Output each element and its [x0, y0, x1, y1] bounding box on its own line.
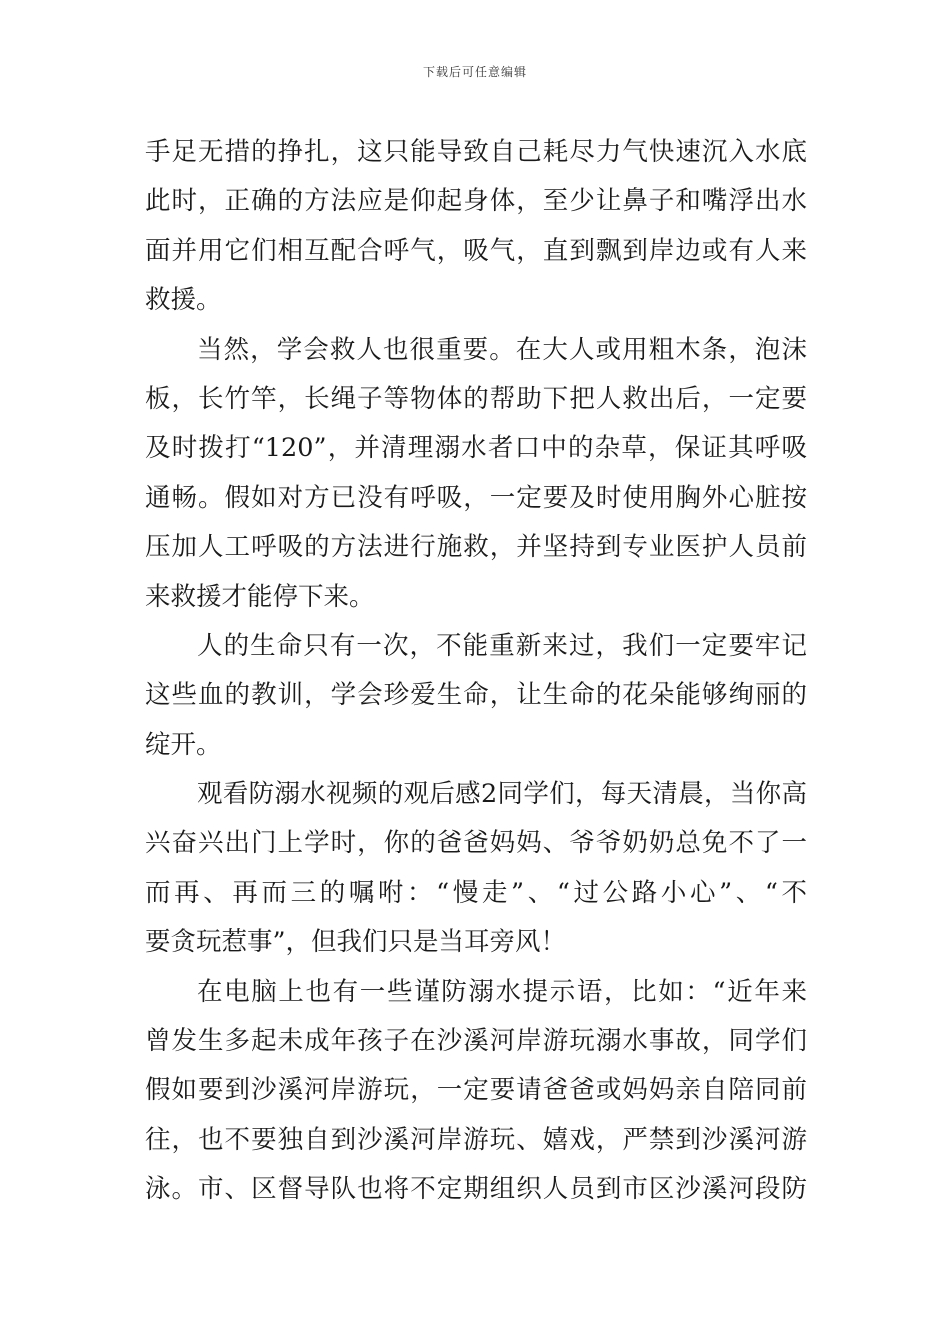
text-line: 绽开。 — [145, 729, 222, 760]
text-line: 曾发生多起未成年孩子在沙溪河岸游玩溺水事故，同学们 — [145, 1026, 807, 1057]
document-body — [145, 128, 807, 1215]
text-line: 通畅。假如对方已没有呼吸，一定要及时使用胸外心脏按 — [145, 482, 807, 513]
text-line: 板，长竹竿，长绳子等物体的帮助下把人救出后，一定要 — [145, 383, 807, 414]
text-line: 而再、再而三的嘱咐：“慢走”、“过公路小心”、“不 — [145, 877, 807, 908]
text-line: 往，也不要独自到沙溪河岸游玩、嬉戏，严禁到沙溪河游 — [145, 1124, 807, 1155]
text-line: 人的生命只有一次，不能重新来过，我们一定要牢记 — [197, 630, 807, 661]
text-line: 压加人工呼吸的方法进行施救，并坚持到专业医护人员前 — [145, 532, 807, 563]
text-line: 救援。 — [145, 285, 222, 316]
text-line: 假如要到沙溪河岸游玩，一定要请爸爸或妈妈亲自陪同前 — [145, 1075, 807, 1106]
text-line: 在电脑上也有一些谨防溺水提示语，比如：“近年来 — [197, 976, 807, 1007]
text-line: 手足无措的挣扎，这只能导致自己耗尽力气快速沉入水底 — [145, 137, 807, 167]
text-line: 来救援才能停下来。 — [145, 581, 375, 612]
text-line: 这些血的教训，学会珍爱生命，让生命的花朵能够绚丽的 — [145, 680, 807, 711]
text-line: 面并用它们相互配合呼气，吸气，直到飘到岸边或有人来 — [145, 235, 807, 266]
text-line: 兴奋兴出门上学时，你的爸爸妈妈、爷爷奶奶总免不了一 — [145, 828, 807, 859]
text-line: 要贪玩惹事”，但我们只是当耳旁风！ — [145, 927, 567, 958]
page-header: 下载后可任意编辑 — [422, 65, 527, 79]
text-line: 及时拨打“120”，并清理溺水者口中的杂草，保证其呼吸 — [145, 433, 807, 464]
text-line: 泳。市、区督导队也将不定期组织人员到市区沙溪河段防 — [145, 1174, 807, 1205]
text-line: 此时，正确的方法应是仰起身体，至少让鼻子和嘴浮出水 — [145, 186, 807, 217]
text-line: 当然，学会救人也很重要。在大人或用粗木条，泡沫 — [197, 334, 807, 365]
text-line: 观看防溺水视频的观后感2同学们，每天清晨，当你高 — [197, 779, 807, 810]
